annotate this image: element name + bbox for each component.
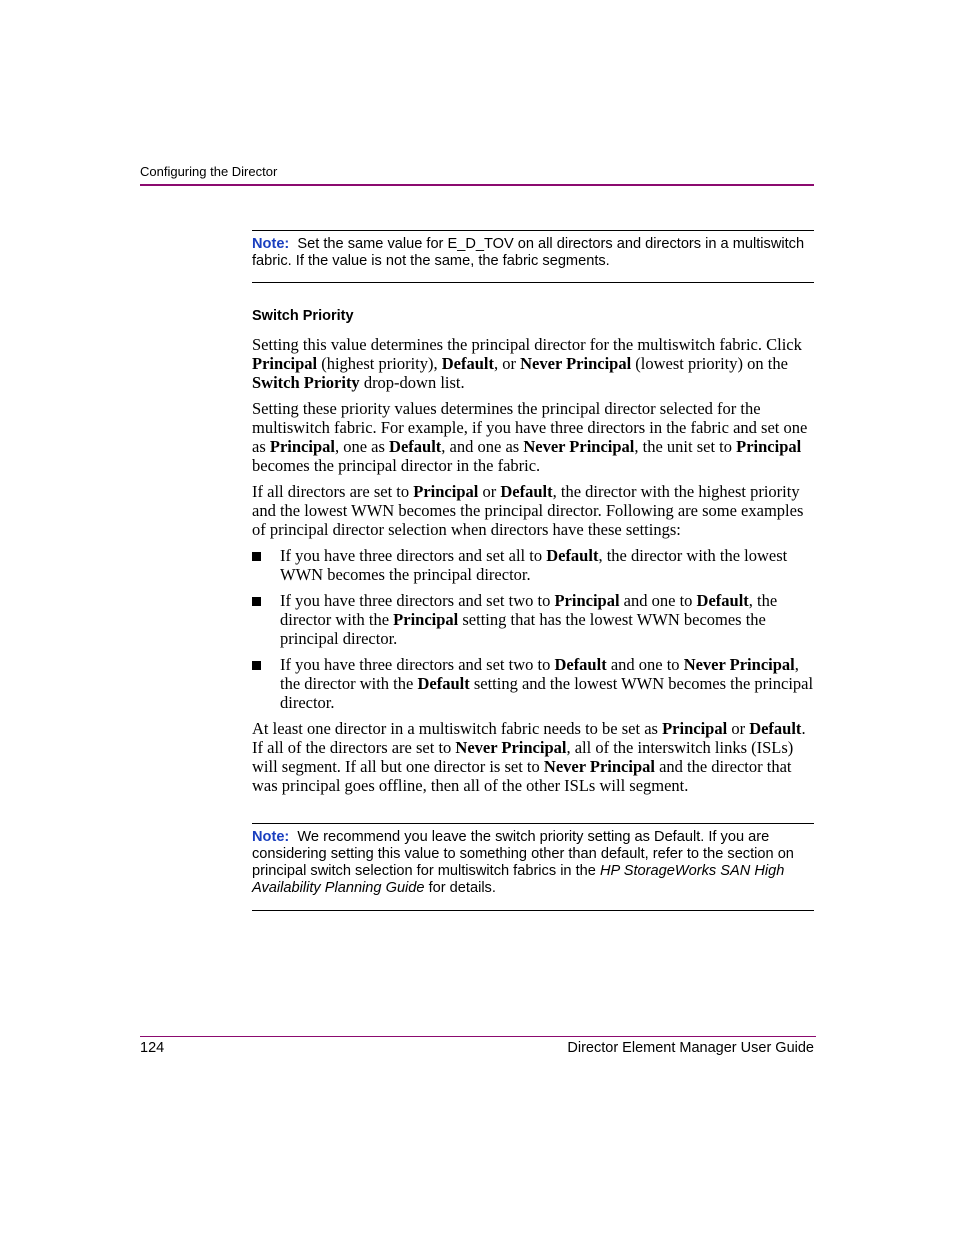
bullet-icon xyxy=(252,552,261,561)
paragraph-at-least-one: At least one director in a multiswitch fabric needs to be set as Principal or Default. If all of the directors are set to Never Principal, all of the interswitch links (ISLs) will segment. If all but one director is set to Never Principal and the director that was principal goes offline, then all of the other ISLs will segment. xyxy=(252,719,806,795)
footer-rule xyxy=(140,1036,816,1037)
paragraph-priority-values: Setting these priority values determines the principal director selected for the multiswitch fabric. For example, if you have three directors in the fabric and set one as Principal, one as Default, and one as Never Principal, the unit set to Principal becomes the principal director in the fabric. xyxy=(252,399,808,475)
note-box-etov xyxy=(252,230,814,283)
guide-title-reference: HP StorageWorks SAN High Availability Planning Guide xyxy=(252,863,785,896)
paragraph-all-directors: If all directors are set to Principal or Default, the director with the highest priority and the lowest WWN becomes the principal director. Following are some examples of principal director selection when directors have these settings: xyxy=(252,482,804,539)
document-title: Director Element Manager User Guide xyxy=(567,1040,814,1056)
running-header: Configuring the Director xyxy=(140,164,278,179)
bullet-icon xyxy=(252,597,261,606)
note-box-recommendation: Note: We recommend you leave the switch priority setting as Default. If you are considering setting this value to something other than default, refer to the section on principal switch selection for multiswitch fabrics in the HP StorageWorks SAN High Availability Planning Guide for details. xyxy=(252,823,814,911)
header-rule xyxy=(140,184,814,186)
note-text: Set the same value for E_D_TOV on all directors and directors in a multiswitch fabric. If the value is not the same, the fabric segments. xyxy=(252,236,805,269)
section-heading: Switch Priority xyxy=(252,308,354,324)
note-label: Note: xyxy=(252,829,290,845)
bullet-icon xyxy=(252,661,261,670)
note-label: Note: xyxy=(252,236,290,252)
page-number: 124 xyxy=(140,1040,165,1056)
paragraph-switch-priority-intro: Setting this value determines the principal director for the multiswitch fabric. Click Principal (highest priority), Default, or Never Principal (lowest priority) on the Switch Priority drop-down list. xyxy=(252,335,802,392)
